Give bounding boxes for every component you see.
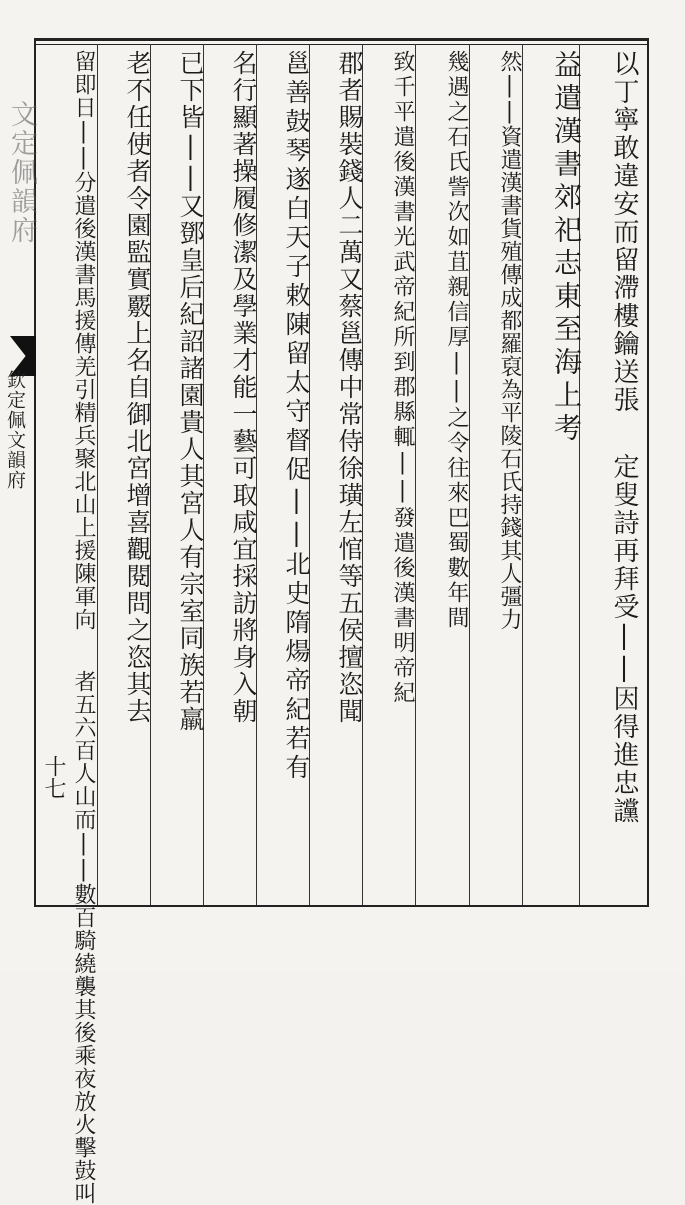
text-column-9 [156,50,204,902]
margin-faded-title: 文定佩韻府 [6,100,37,245]
text-column-6 [315,50,363,902]
text-line: 留即日||分遣後漢書馬援傳羌引精兵聚北山上援陳軍向 [71,50,96,631]
text-column-1 [588,50,638,902]
text-line: 益遣漢書郊祀志東至海上考 [550,50,583,446]
text-column-5 [368,50,416,902]
text-line: 致千平遣後漢書光武帝紀所到郡縣輒||發遣後漢書明帝紀 [390,50,415,706]
text-line: 老不任使者令園監實覈上名自御北宮增喜觀閱問之恣其去 [123,50,152,725]
text-line: 郡者賜裝錢人二萬又蔡邕傳中常侍徐璜左悺等五侯擅恣聞 [335,50,364,725]
margin-book-title: 欽定佩文韻府 [4,370,26,490]
frame-top-border [34,38,649,41]
text-line: 已下皆||又鄧皇后紀詔諸園貴人其宮人有宗室同族若羸 [176,50,205,733]
text-column-3 [475,50,523,902]
text-line: 然||資遣漢書貨殖傳成都羅裒為平陵石氏持錢其人彊力 [497,50,522,631]
page-number: 十七 [41,755,66,799]
text-column-2 [530,50,583,902]
frame-right-border [647,38,649,907]
text-line: 定叟詩再拜受||因得進忠讜 [609,452,639,825]
margin-strip [0,40,37,907]
text-column-4 [422,50,470,902]
text-column-7 [262,50,310,902]
column-rule [97,44,98,905]
text-column-10 [103,50,151,902]
text-line: 者五六百人山而||數百騎繞襲其後乘夜放火擊鼓叫 [71,669,96,1205]
text-line: 名行顯著操履修潔及學業才能一藝可取咸宜採訪將身入朝 [229,50,258,725]
text-line: 邕善鼓琴遂白天子敕陳留太守督促||北史隋煬帝紀若有 [282,50,311,783]
frame-bottom-border [34,905,649,907]
frame-top-inner-border [34,44,649,45]
text-column-8 [209,50,257,902]
text-line: 幾遇之石氏訾次如苴親信厚||之令往來巴蜀數年間 [444,50,469,631]
text-line: 以丁寧敢違安而留滯樓鑰送張 [609,50,639,414]
